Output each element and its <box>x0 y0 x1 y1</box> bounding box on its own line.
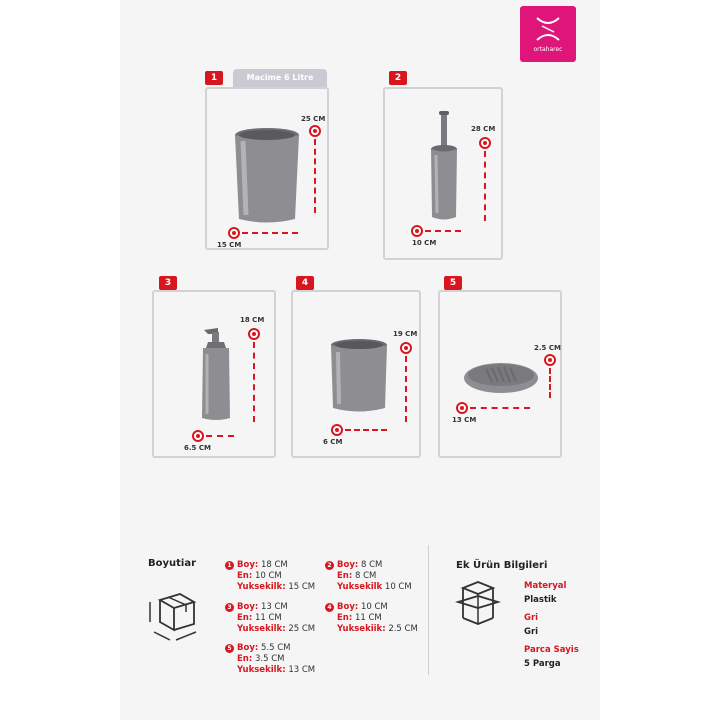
toothbrush-cup-icon <box>329 338 389 414</box>
product-number-2: 2 <box>389 71 407 85</box>
height-marker-2 <box>479 137 491 149</box>
spec-badge-4: 4 <box>325 603 334 612</box>
dimensions-title: Boyutiar <box>148 558 197 569</box>
dimension-spec-1: 1 Boy: 18 CM En: 10 CM Yuksekilk: 15 CM <box>237 560 315 593</box>
product-card-2 <box>383 87 503 260</box>
toilet-brush-icon <box>427 111 461 221</box>
width-marker-1 <box>228 227 240 239</box>
product-card-5 <box>438 290 562 458</box>
product-number-4: 4 <box>296 276 314 290</box>
height-label-5: 2.5 CM <box>534 344 561 352</box>
width-label-3: 6.5 CM <box>184 444 211 452</box>
width-marker-3 <box>192 430 204 442</box>
spec-badge-3: 3 <box>225 603 234 612</box>
parts-key: Parca Sayis <box>524 645 579 655</box>
shelf-product-icon <box>455 580 501 626</box>
width-label-2: 10 CM <box>412 239 437 247</box>
dimension-spec-2: 2 Boy: 8 CM En: 8 CM Yuksekilk 10 CM <box>337 560 412 593</box>
product-card-4 <box>291 290 421 458</box>
material-value: Plastik <box>524 595 557 605</box>
height-line-3 <box>253 342 255 422</box>
width-label-5: 13 CM <box>452 416 477 424</box>
spec-badge-5: 5 <box>225 644 234 653</box>
trash-bin-icon <box>233 127 301 225</box>
width-line-4 <box>345 429 387 431</box>
height-line-5 <box>549 368 551 398</box>
height-label-2: 28 CM <box>471 125 496 133</box>
width-marker-4 <box>331 424 343 436</box>
product-number-3: 3 <box>159 276 177 290</box>
soap-dispenser-icon <box>196 324 238 422</box>
spec-badge-2: 2 <box>325 561 334 570</box>
product-card-1 <box>205 87 329 250</box>
product-number-1: 1 <box>205 71 223 85</box>
height-marker-3 <box>248 328 260 340</box>
dimension-spec-4: 4 Boy: 10 CM En: 11 CM Yuksekiik: 2.5 CM <box>337 602 418 635</box>
dimension-spec-5: 5 Boy: 5.5 CM En: 3.5 CM Yuksekilk: 13 CM <box>237 643 315 676</box>
brand-mark-icon <box>534 14 562 44</box>
height-label-1: 25 CM <box>301 115 326 123</box>
height-line-2 <box>484 151 486 221</box>
width-label-4: 6 CM <box>323 438 343 446</box>
width-label-1: 15 CM <box>217 241 242 249</box>
height-label-3: 18 CM <box>240 316 265 324</box>
brand-logo <box>520 6 576 62</box>
color-key: Gri <box>524 613 539 623</box>
brand-name: ortaharec <box>533 46 563 53</box>
material-key: Materyal <box>524 581 567 591</box>
height-marker-1 <box>309 125 321 137</box>
width-line-2 <box>425 230 461 232</box>
height-line-4 <box>405 356 407 422</box>
width-line-3 <box>206 435 234 437</box>
product-number-5: 5 <box>444 276 462 290</box>
width-marker-2 <box>411 225 423 237</box>
product-title-tab: Macime 6 Litre <box>233 69 327 87</box>
section-divider <box>428 545 429 675</box>
dimension-spec-3: 3 Boy: 13 CM En: 11 CM Yuksekilk: 25 CM <box>237 602 315 635</box>
spec-badge-1: 1 <box>225 561 234 570</box>
extra-info-title: Ek Ürün Bilgileri <box>456 560 548 571</box>
width-line-5 <box>470 407 530 409</box>
height-label-4: 19 CM <box>393 330 418 338</box>
color-value: Gri <box>524 627 539 637</box>
height-line-1 <box>314 139 316 213</box>
height-marker-5 <box>544 354 556 366</box>
width-marker-5 <box>456 402 468 414</box>
width-line-1 <box>242 232 298 234</box>
height-marker-4 <box>400 342 412 354</box>
parts-value: 5 Parga <box>524 659 561 669</box>
soap-dish-icon <box>462 360 540 396</box>
package-box-icon <box>146 592 198 644</box>
product-card-3 <box>152 290 276 458</box>
